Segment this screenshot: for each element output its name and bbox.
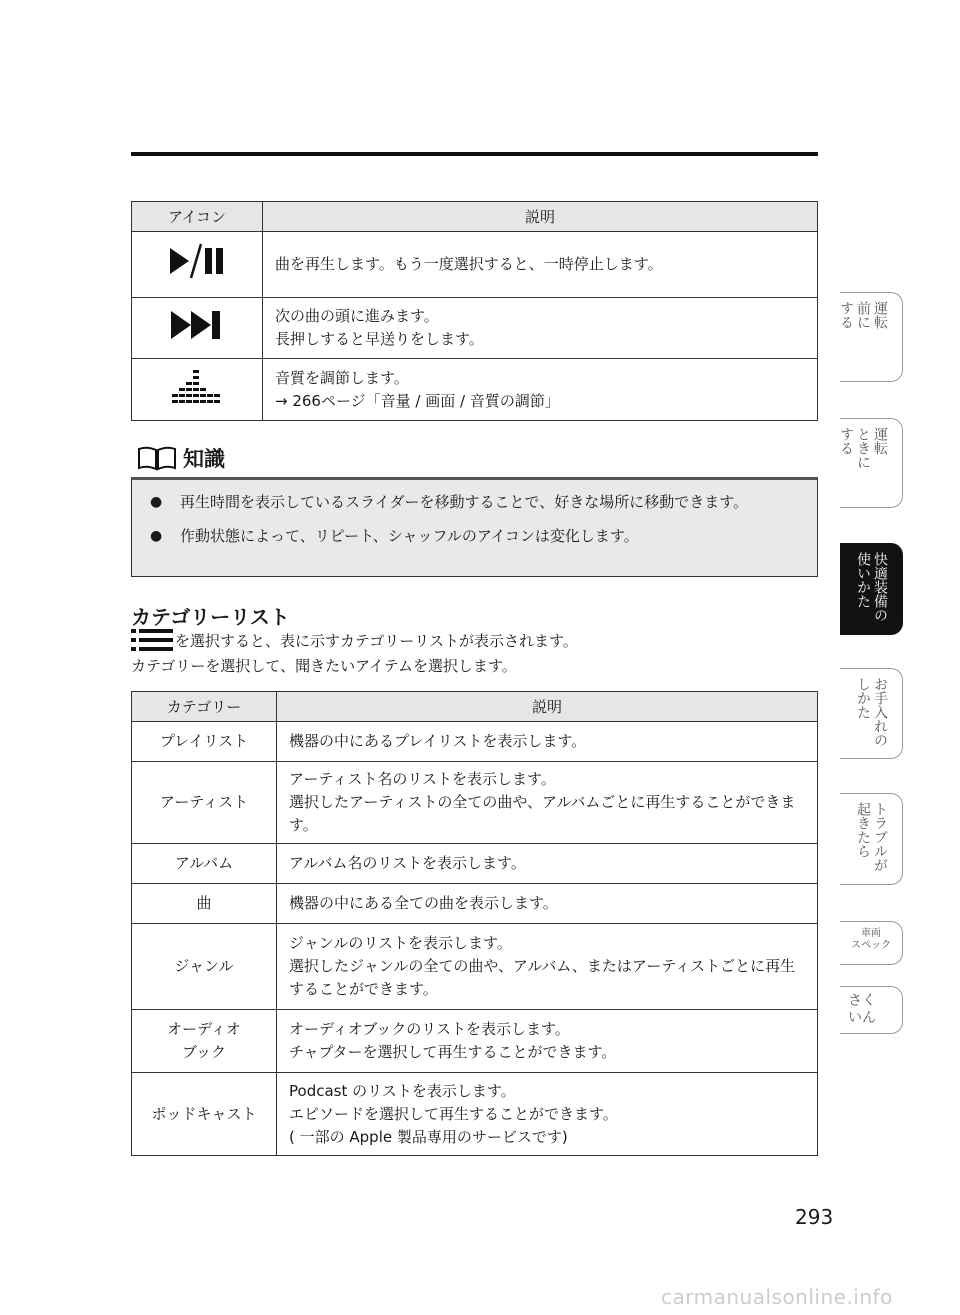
side-tab-label: さく いん xyxy=(848,993,876,1026)
category-desc: アルバム名のリストを表示します。 xyxy=(277,844,818,884)
section-intro-text: を選択すると、表に示すカテゴリーリストが表示されます。 xyxy=(175,631,578,650)
icon-table xyxy=(131,201,818,421)
category-desc: 機器の中にあるプレイリストを表示します。 xyxy=(277,722,818,762)
side-tab-specifications[interactable] xyxy=(840,921,903,965)
side-tab-troubleshooting[interactable] xyxy=(840,793,903,885)
bullet-icon: ● xyxy=(150,528,163,544)
category-desc: ジャンルのリストを表示します。 選択したジャンルの全ての曲や、アルバム、またはアーティストごとに再生することができます。 xyxy=(277,924,818,1010)
side-tab-index[interactable] xyxy=(840,986,903,1034)
category-name: アルバム xyxy=(132,844,277,884)
icon-col-header: アイコン xyxy=(132,202,263,232)
category-name: 曲 xyxy=(132,884,277,924)
knowledge-box xyxy=(131,477,818,577)
equalizer-icon xyxy=(132,359,263,421)
side-tab-comfort-features[interactable] xyxy=(840,543,903,635)
category-desc: 機器の中にある全ての曲を表示します。 xyxy=(277,884,818,924)
skip-forward-icon xyxy=(132,298,263,359)
side-tab-label: 車両 スペック xyxy=(851,928,891,951)
category-name: ジャンル xyxy=(132,924,277,1010)
book-icon xyxy=(137,445,177,471)
desc-col-header: 説明 xyxy=(263,202,818,232)
side-tab-label: 運転 ときに する xyxy=(838,427,888,469)
side-tab-label: お手入れの しかた xyxy=(855,677,888,747)
play-pause-icon xyxy=(132,232,263,298)
list-item xyxy=(150,490,805,514)
category-name: オーディオ ブック xyxy=(132,1010,277,1073)
icon-desc: 次の曲の頭に進みます。 長押しすると早送りをします。 xyxy=(263,298,818,359)
icon-desc: 音質を調節します。 → 266ページ「音量 / 画面 / 音質の調節」 xyxy=(263,359,818,421)
knowledge-text: 作動状態によって、リピート、シャッフルのアイコンは変化します。 xyxy=(180,527,639,545)
icon-desc: 曲を再生します。もう一度選択すると、一時停止します。 xyxy=(263,232,818,298)
side-tab-label: 運転 前に する xyxy=(838,301,888,329)
section-title: カテゴリーリスト xyxy=(131,605,290,629)
side-tab-label: 快適装備の 使いかた xyxy=(855,552,888,622)
bullet-icon: ● xyxy=(150,494,163,510)
category-desc: アーティスト名のリストを表示します。 選択したアーティストの全ての曲や、アルバムごとに再生することができます。 xyxy=(277,762,818,844)
knowledge-title: 知識 xyxy=(183,447,225,471)
category-name: プレイリスト xyxy=(132,722,277,762)
page-number: 293 xyxy=(795,1205,834,1229)
section-intro xyxy=(131,628,578,652)
desc-col-header: 説明 xyxy=(277,692,818,722)
category-desc: Podcast のリストを表示します。 エピソードを選択して再生することができます。 ( 一部の Apple 製品専用のサービスです) xyxy=(277,1073,818,1156)
section-intro-text: カテゴリーを選択して、聞きたいアイテムを選択します。 xyxy=(131,657,517,675)
side-tab-maintenance[interactable] xyxy=(840,668,903,759)
category-table xyxy=(131,691,818,1156)
category-col-header: カテゴリー xyxy=(132,692,277,722)
side-tab-label: トラブルが 起きたら xyxy=(855,802,888,872)
category-name: アーティスト xyxy=(132,762,277,844)
header-rule xyxy=(131,152,818,156)
side-tab-while-driving[interactable] xyxy=(840,418,903,508)
list-icon xyxy=(131,628,173,652)
list-item xyxy=(150,524,805,548)
side-tab-before-driving[interactable] xyxy=(840,292,903,382)
knowledge-text: 再生時間を表示しているスライダーを移動することで、好きな場所に移動できます。 xyxy=(180,493,749,511)
category-name: ポッドキャスト xyxy=(132,1073,277,1156)
knowledge-heading xyxy=(137,443,225,473)
category-desc: オーディオブックのリストを表示します。 チャプターを選択して再生することができます。 xyxy=(277,1010,818,1073)
watermark: carmanualsonline.info xyxy=(661,1285,893,1309)
